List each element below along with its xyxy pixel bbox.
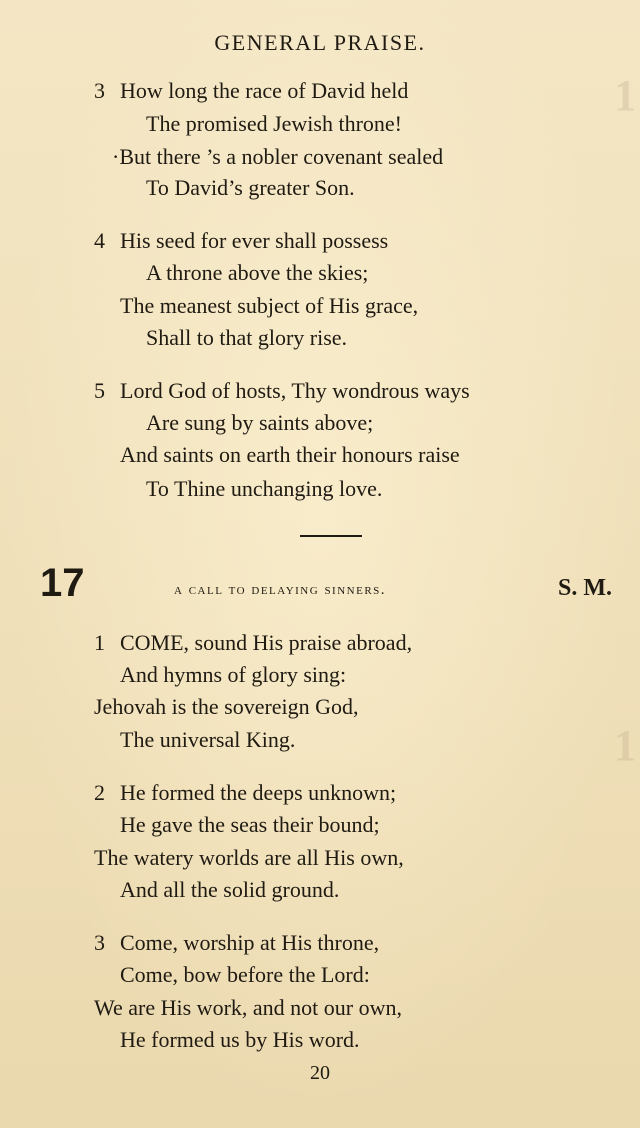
verse-line: The watery worlds are all His own,	[94, 845, 404, 870]
verse-line: His seed for ever shall possess	[120, 228, 389, 253]
verse-line: And saints on earth their honours raise	[120, 442, 460, 467]
verse-line: He gave the seas their bound;	[120, 812, 380, 837]
verse-number: 2	[94, 780, 105, 805]
verse-line: And hymns of glory sing:	[120, 662, 347, 687]
verse-line: COME, sound His praise abroad,	[120, 630, 413, 655]
verse-line: And all the solid ground.	[120, 877, 340, 902]
verse-number: 3	[94, 930, 105, 955]
hymn-title: a call to delaying sinners.	[174, 582, 387, 598]
verse-line: A throne above the skies;	[146, 260, 369, 285]
show-through-ink: 1	[614, 71, 636, 120]
verse-line: Lord God of hosts, Thy wondrous ways	[120, 378, 470, 403]
page-number: 20	[310, 1062, 330, 1084]
verse-line: Shall to that glory rise.	[146, 325, 348, 350]
verse-line: ·But there ’s a nobler covenant sealed	[112, 144, 444, 169]
verse-line: Come, bow before the Lord:	[120, 962, 370, 987]
hymn-meter: S. M.	[558, 575, 612, 601]
hymn-number: 17	[40, 561, 85, 605]
show-through-ink: 1	[614, 721, 636, 770]
section-divider	[300, 535, 362, 537]
verse-line: The promised Jewish throne!	[146, 111, 402, 136]
verse-number: 3	[94, 78, 105, 103]
verse-line: Are sung by saints above;	[146, 410, 374, 435]
verse-line: Jehovah is the sovereign God,	[94, 694, 359, 719]
verse-number: 4	[94, 228, 105, 253]
verse-line: To Thine unchanging love.	[146, 476, 383, 501]
verse-line: To David’s greater Son.	[146, 175, 355, 200]
verse-number: 1	[94, 630, 105, 655]
verse-line: We are His work, and not our own,	[94, 995, 402, 1020]
verse-line: How long the race of David held	[120, 78, 409, 103]
running-head: GENERAL PRAISE.	[214, 30, 426, 55]
verse-line: Come, worship at His throne,	[120, 930, 380, 955]
verse-line: He formed us by His word.	[120, 1027, 360, 1052]
verse-line: The universal King.	[120, 727, 296, 752]
verse-line: The meanest subject of His grace,	[120, 293, 419, 318]
verse-line: He formed the deeps unknown;	[120, 780, 397, 805]
verse-number: 5	[94, 378, 105, 403]
